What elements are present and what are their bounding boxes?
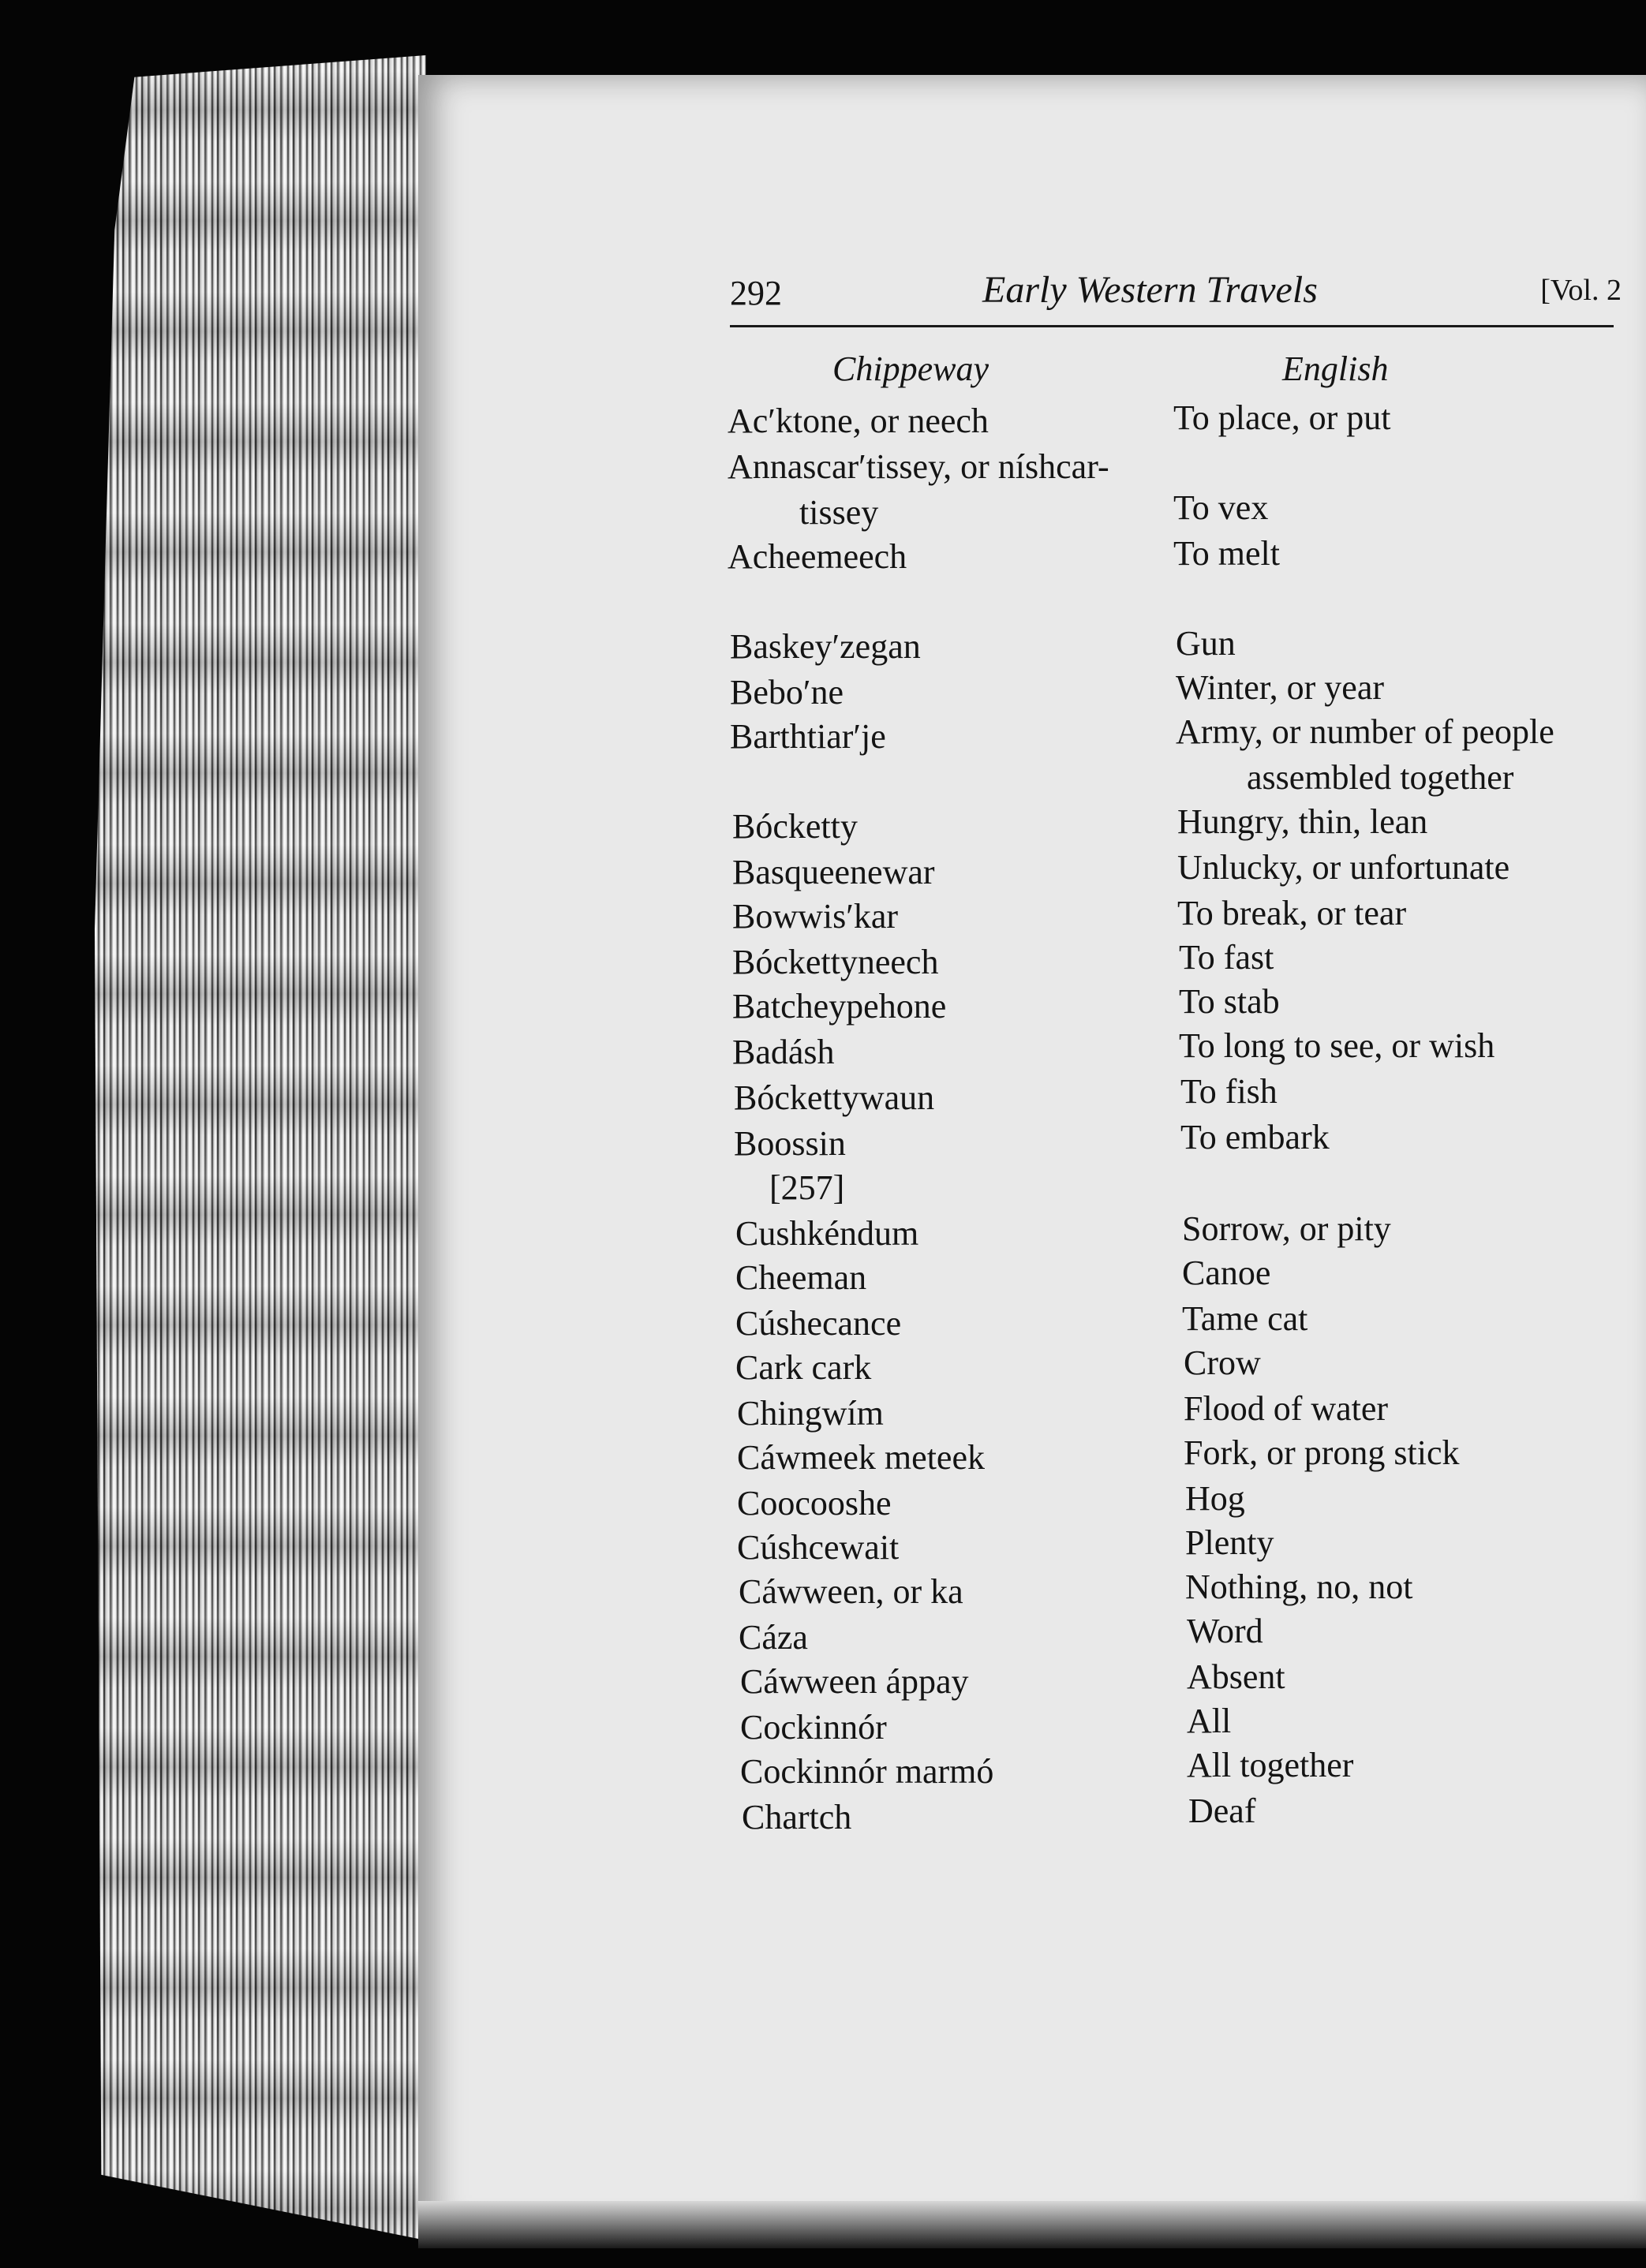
chippeway-word: Cáza bbox=[739, 1618, 808, 1657]
book-page-edges bbox=[95, 55, 426, 2240]
book-page bbox=[418, 75, 1646, 2233]
column-heading-english: English bbox=[1282, 349, 1389, 388]
chippeway-word: Barthtiar′je bbox=[730, 717, 886, 756]
english-word: Tame cat bbox=[1182, 1299, 1308, 1338]
english-word: Word bbox=[1187, 1612, 1263, 1650]
chippeway-word: Badásh bbox=[732, 1033, 835, 1071]
chippeway-word: Bóckettywaun bbox=[734, 1078, 935, 1117]
page-marker: [257] bbox=[769, 1168, 845, 1207]
chippeway-word: Annascar′tissey, or níshcar- bbox=[728, 447, 1109, 486]
english-word: Unlucky, or unfortunate bbox=[1177, 848, 1510, 887]
running-title: Early Western Travels bbox=[982, 269, 1318, 311]
chippeway-word: Bebo′ne bbox=[730, 673, 844, 712]
english-word: To break, or tear bbox=[1177, 894, 1407, 932]
chippeway-word: Chingwím bbox=[737, 1394, 884, 1433]
english-word: All together bbox=[1187, 1746, 1354, 1784]
volume-label: [Vol. 2 bbox=[1540, 274, 1622, 307]
chippeway-word: Cúshecance bbox=[735, 1304, 902, 1343]
header-rule bbox=[730, 325, 1614, 327]
chippeway-word: Chartch bbox=[742, 1798, 852, 1836]
english-word: Plenty bbox=[1185, 1523, 1274, 1562]
page-number: 292 bbox=[730, 274, 782, 312]
english-word: Canoe bbox=[1182, 1254, 1271, 1292]
english-word: To fish bbox=[1180, 1072, 1278, 1111]
english-word: To place, or put bbox=[1173, 398, 1391, 437]
english-word: Army, or number of people bbox=[1176, 712, 1554, 751]
english-word: Sorrow, or pity bbox=[1182, 1209, 1391, 1248]
chippeway-word: tissey bbox=[799, 493, 879, 532]
chippeway-word: Cáwmeek meteek bbox=[737, 1438, 985, 1477]
english-word: To stab bbox=[1179, 982, 1280, 1021]
chippeway-word: Cark cark bbox=[735, 1348, 872, 1387]
chippeway-word: Batcheypehone bbox=[732, 987, 947, 1026]
chippeway-word: Cáwween áppay bbox=[740, 1662, 969, 1701]
chippeway-word: Basqueenewar bbox=[732, 853, 935, 891]
chippeway-word: Acheemeech bbox=[728, 537, 907, 576]
english-word: Gun bbox=[1176, 624, 1236, 663]
chippeway-word: Boossin bbox=[734, 1124, 846, 1163]
chippeway-word: Cockinnór marmó bbox=[740, 1752, 994, 1791]
english-word: To long to see, or wish bbox=[1179, 1026, 1495, 1065]
chippeway-word: Coocooshe bbox=[737, 1484, 892, 1523]
english-word: All bbox=[1187, 1702, 1232, 1740]
page-bottom-shadow bbox=[418, 2201, 1646, 2248]
english-word: Deaf bbox=[1188, 1792, 1256, 1830]
chippeway-word: Bócketty bbox=[732, 807, 858, 846]
english-word: assembled together bbox=[1247, 758, 1514, 797]
running-header bbox=[730, 268, 1622, 323]
english-word: Absent bbox=[1187, 1657, 1285, 1696]
english-word: Flood of water bbox=[1184, 1389, 1389, 1428]
column-heading-chippeway: Chippeway bbox=[832, 349, 989, 388]
english-word: To vex bbox=[1173, 488, 1269, 527]
chippeway-word: Cáwween, or ka bbox=[739, 1572, 963, 1611]
chippeway-word: Bowwis′kar bbox=[732, 897, 899, 936]
chippeway-word: Bóckettyneech bbox=[732, 943, 939, 981]
english-word: To fast bbox=[1179, 938, 1274, 977]
english-word: Fork, or prong stick bbox=[1184, 1433, 1460, 1472]
english-word: Crow bbox=[1184, 1343, 1261, 1382]
english-word: Hog bbox=[1185, 1479, 1245, 1518]
chippeway-word: Baskey′zegan bbox=[730, 627, 921, 666]
english-word: Winter, or year bbox=[1176, 668, 1384, 707]
chippeway-word: Cúshcewait bbox=[737, 1528, 900, 1567]
english-word: Nothing, no, not bbox=[1185, 1567, 1413, 1606]
chippeway-word: Cheeman bbox=[735, 1258, 867, 1297]
english-word: To melt bbox=[1173, 534, 1281, 573]
english-word: Hungry, thin, lean bbox=[1177, 802, 1428, 841]
chippeway-word: Ac′ktone, or neech bbox=[728, 402, 989, 440]
chippeway-word: Cushkéndum bbox=[735, 1214, 919, 1253]
chippeway-word: Cockinnór bbox=[740, 1708, 887, 1747]
english-word: To embark bbox=[1180, 1118, 1330, 1156]
